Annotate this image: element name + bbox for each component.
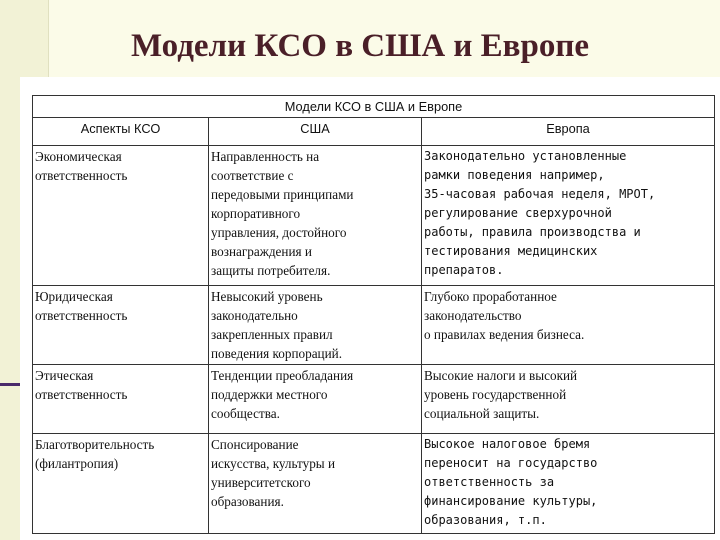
row-aspect: Этическая ответственность <box>33 365 209 434</box>
table-row <box>33 286 715 365</box>
cso-models-table <box>32 95 715 534</box>
row-usa: Спонсирование искусства, культуры и университетского образования. <box>209 434 422 534</box>
table-row <box>33 146 715 286</box>
table-caption: Модели КСО в США и Европе <box>33 96 715 118</box>
row-usa: Направленность на соответствие с передовыми принципами корпоративного управления, достойного вознаграждения и защиты потребителя. <box>209 146 422 286</box>
row-europe: Высокие налоги и высокий уровень государственной социальной защиты. <box>422 365 715 434</box>
row-europe: Глубоко проработанное законодательство о правилах ведения бизнеса. <box>422 286 715 365</box>
header-usa: США <box>209 118 422 146</box>
row-usa: Тенденции преобладания поддержки местного сообщества. <box>209 365 422 434</box>
table-header-row <box>33 118 715 146</box>
row-aspect: Юридическая ответственность <box>33 286 209 365</box>
header-europe: Европа <box>422 118 715 146</box>
header-aspects: Аспекты КСО <box>33 118 209 146</box>
table-row <box>33 434 715 534</box>
row-aspect: Благотворительность (филантропия) <box>33 434 209 534</box>
table-row <box>33 365 715 434</box>
scanned-document <box>20 77 720 540</box>
row-europe: Законодательно установленные рамки поведения например, 35-часовая рабочая неделя, МРОТ, регулирование сверхурочной работы, правила производства и тестирования медицинских препаратов. <box>422 146 715 286</box>
row-usa: Невысокий уровень законодательно закрепленных правил поведения корпораций. <box>209 286 422 365</box>
table-caption-row <box>33 96 715 118</box>
slide-accent-bar <box>0 383 20 386</box>
row-europe: Высокое налоговое бремя переносит на государство ответственность за финансирование культуры, образования, т.п. <box>422 434 715 534</box>
row-aspect: Экономическая ответственность <box>33 146 209 286</box>
slide-title: Модели КСО в США и Европе <box>130 28 590 64</box>
